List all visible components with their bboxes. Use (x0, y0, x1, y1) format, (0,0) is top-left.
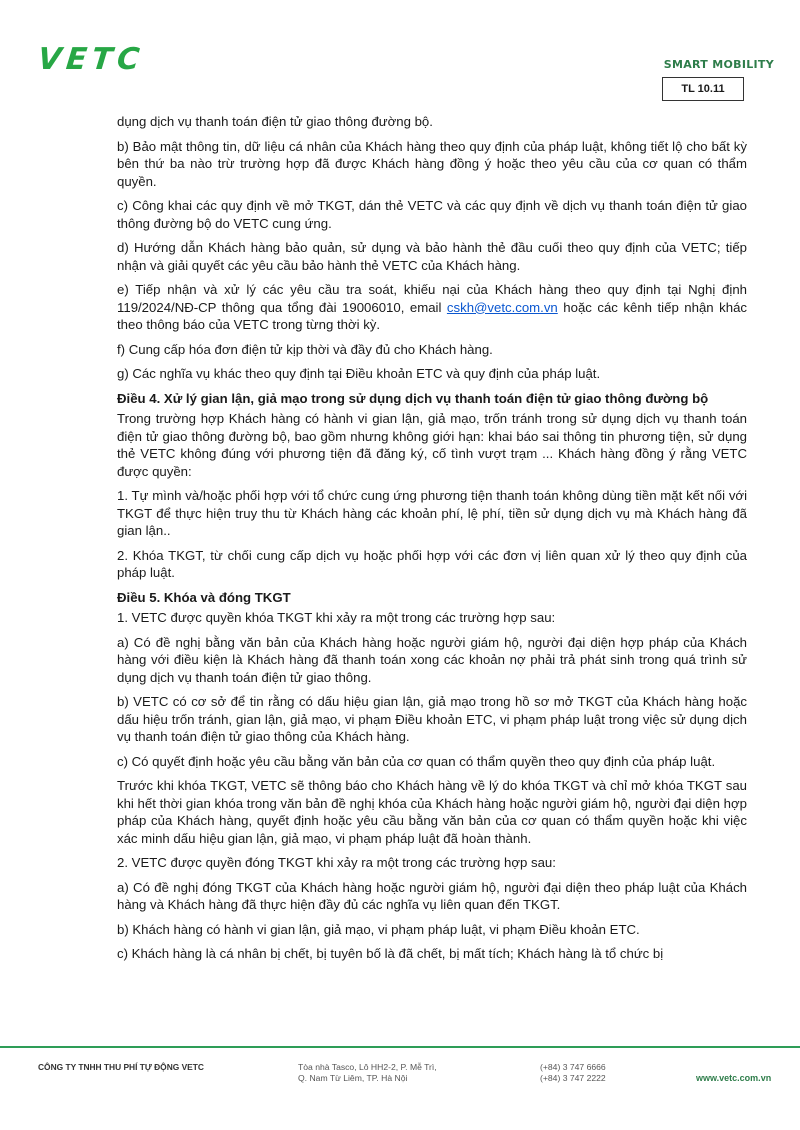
address-line: Q. Nam Từ Liêm, TP. Hà Nội (298, 1073, 408, 1083)
paragraph: d) Hướng dẫn Khách hàng bảo quản, sử dụng và bảo hành thẻ đầu cuối theo quy định của VETC; tiếp nhận và giải quyết các yêu cầu bảo hành thẻ VETC của Khách hàng. (117, 240, 747, 273)
text-segment: hoặc các kênh tiếp nhận khác theo thông báo của VETC trong từng thời kỳ. (117, 299, 747, 332)
address-line: Tòa nhà Tasco, Lô HH2-2, P. Mễ Trì, (298, 1062, 437, 1072)
footer-company-name: CÔNG TY TNHH THU PHÍ TỰ ĐỘNG VETC (38, 1062, 204, 1072)
paragraph: Trước khi khóa TKGT, VETC sẽ thông báo cho Khách hàng về lý do khóa TKGT và chỉ mở khóa TKGT sau khi hết thời gian khóa trong văn bản đề nghị khóa của Khách hàng hoặc người giám hộ, người đại diện hợp pháp của Khách hàng, quyết định hoặc yêu cầu bằng văn bản của cơ quan có thẩm quyền hoặc khi việc xác minh dấu hiệu gian lận, giả mạo, vi phạm pháp luật đã hoàn thành. (117, 778, 747, 846)
tagline: SMART MOBILITY (663, 58, 774, 71)
section-heading-article-4: Điều 4. Xử lý gian lận, giả mạo trong sử dụng dịch vụ thanh toán điện tử giao thông đường bộ (117, 390, 709, 406)
paragraph: a) Có đề nghị đóng TKGT của Khách hàng hoặc người giám hộ, người đại diện theo pháp luật của Khách hàng và Khách hàng đã thực hiện đầy đủ các nghĩa vụ liên quan đến TKGT. (117, 879, 747, 912)
paragraph: g) Các nghĩa vụ khác theo quy định tại Điều khoản ETC và quy định của pháp luật. (117, 366, 601, 381)
paragraph: c) Khách hàng là cá nhân bị chết, bị tuyên bố là đã chết, bị mất tích; Khách hàng là tổ chức bị (117, 946, 664, 961)
email-link[interactable]: cskh@vetc.com.vn (446, 299, 558, 315)
paragraph: 2. VETC được quyền đóng TKGT khi xảy ra một trong các trường hợp sau: (117, 855, 556, 870)
section-heading-article-5: Điều 5. Khóa và đóng TKGT (117, 589, 291, 605)
paragraph: b) Bảo mật thông tin, dữ liệu cá nhân của Khách hàng theo quy định của pháp luật, không tiết lộ cho bất kỳ bên thứ ba nào trừ trường hợp đã được Khách hàng đồng ý hoặc theo yêu cầu của cơ quan có thẩm quyền. (117, 138, 747, 189)
paragraph: c) Có quyết định hoặc yêu cầu bằng văn bản của cơ quan có thẩm quyền theo quy định của pháp luật. (117, 753, 716, 769)
document-code-box: TL 10.11 (662, 77, 744, 101)
footer-phones (540, 1062, 606, 1084)
paragraph: dụng dịch vụ thanh toán điện tử giao thông đường bộ. (117, 114, 433, 129)
footer-address (298, 1062, 437, 1084)
footer-website[interactable]: www.vetc.com.vn (696, 1073, 772, 1083)
phone-number: (+84) 3 747 2222 (540, 1073, 606, 1083)
paragraph: Trong trường hợp Khách hàng có hành vi gian lận, giả mạo, trốn tránh trong sử dụng dịch vụ thanh toán điện tử giao thông đường bộ, bao gồm nhưng không giới hạn: khai báo sai thông tin phương tiện, sử dụng thẻ VETC không đúng với phương tiện đã đăng ký, cố tình vượt trạm ... Khách hàng đồng ý rằng VETC được quyền: (117, 411, 747, 479)
paragraph: 1. Tự mình và/hoặc phối hợp với tổ chức cung ứng phương tiện thanh toán không dùng tiền mặt kết nối với TKGT để thực hiện truy thu từ Khách hàng các khoản phí, lệ phí, tiền sử dụng dịch vụ mà Khách hàng đã gian lận.. (117, 488, 747, 538)
paragraph: 2. Khóa TKGT, từ chối cung cấp dịch vụ hoặc phối hợp với các đơn vị liên quan xử lý theo quy định của pháp luật. (117, 547, 747, 580)
phone-number: (+84) 3 747 6666 (540, 1062, 606, 1072)
vetc-logo: VETC (36, 42, 147, 77)
paragraph: c) Công khai các quy định về mở TKGT, dán thẻ VETC và các quy định về dịch vụ thanh toán điện tử giao thông đường bộ do VETC cung ứng. (117, 198, 747, 231)
paragraph: b) Khách hàng có hành vi gian lận, giả mạo, vi phạm pháp luật, vi phạm Điều khoản ETC. (117, 921, 640, 937)
text-segment: e) Tiếp nhận và xử lý các yêu cầu tra soát, khiếu nại của Khách hàng theo quy định tại Nghị định 119/2024/NĐ-CP thông qua tổng đài 19006010, email (117, 282, 747, 315)
paragraph-with-email (117, 281, 747, 334)
footer-divider (0, 1046, 800, 1048)
paragraph: a) Có đề nghị bằng văn bản của Khách hàng hoặc người giám hộ, người đại diện hợp pháp của Khách hàng với điều kiện là Khách hàng đã thanh toán xong các khoản nợ phải trả phát sinh trong quá trình sử dụng dịch vụ thanh toán điện tử giao thông. (117, 634, 747, 685)
paragraph: 1. VETC được quyền khóa TKGT khi xảy ra một trong các trường hợp sau: (117, 610, 556, 625)
document-body (117, 113, 747, 970)
paragraph: f) Cung cấp hóa đơn điện tử kịp thời và đầy đủ cho Khách hàng. (117, 341, 493, 357)
paragraph: b) VETC có cơ sở để tin rằng có dấu hiệu gian lận, giả mạo trong hồ sơ mở TKGT của Khách hàng hoặc dấu hiệu trốn tránh, gian lận, giả mạo, vi phạm Điều khoản ETC, vi phạm pháp luật trong việc sử dụng dịch vụ thanh toán điện tử giao thông của Khách hàng. (117, 694, 747, 744)
